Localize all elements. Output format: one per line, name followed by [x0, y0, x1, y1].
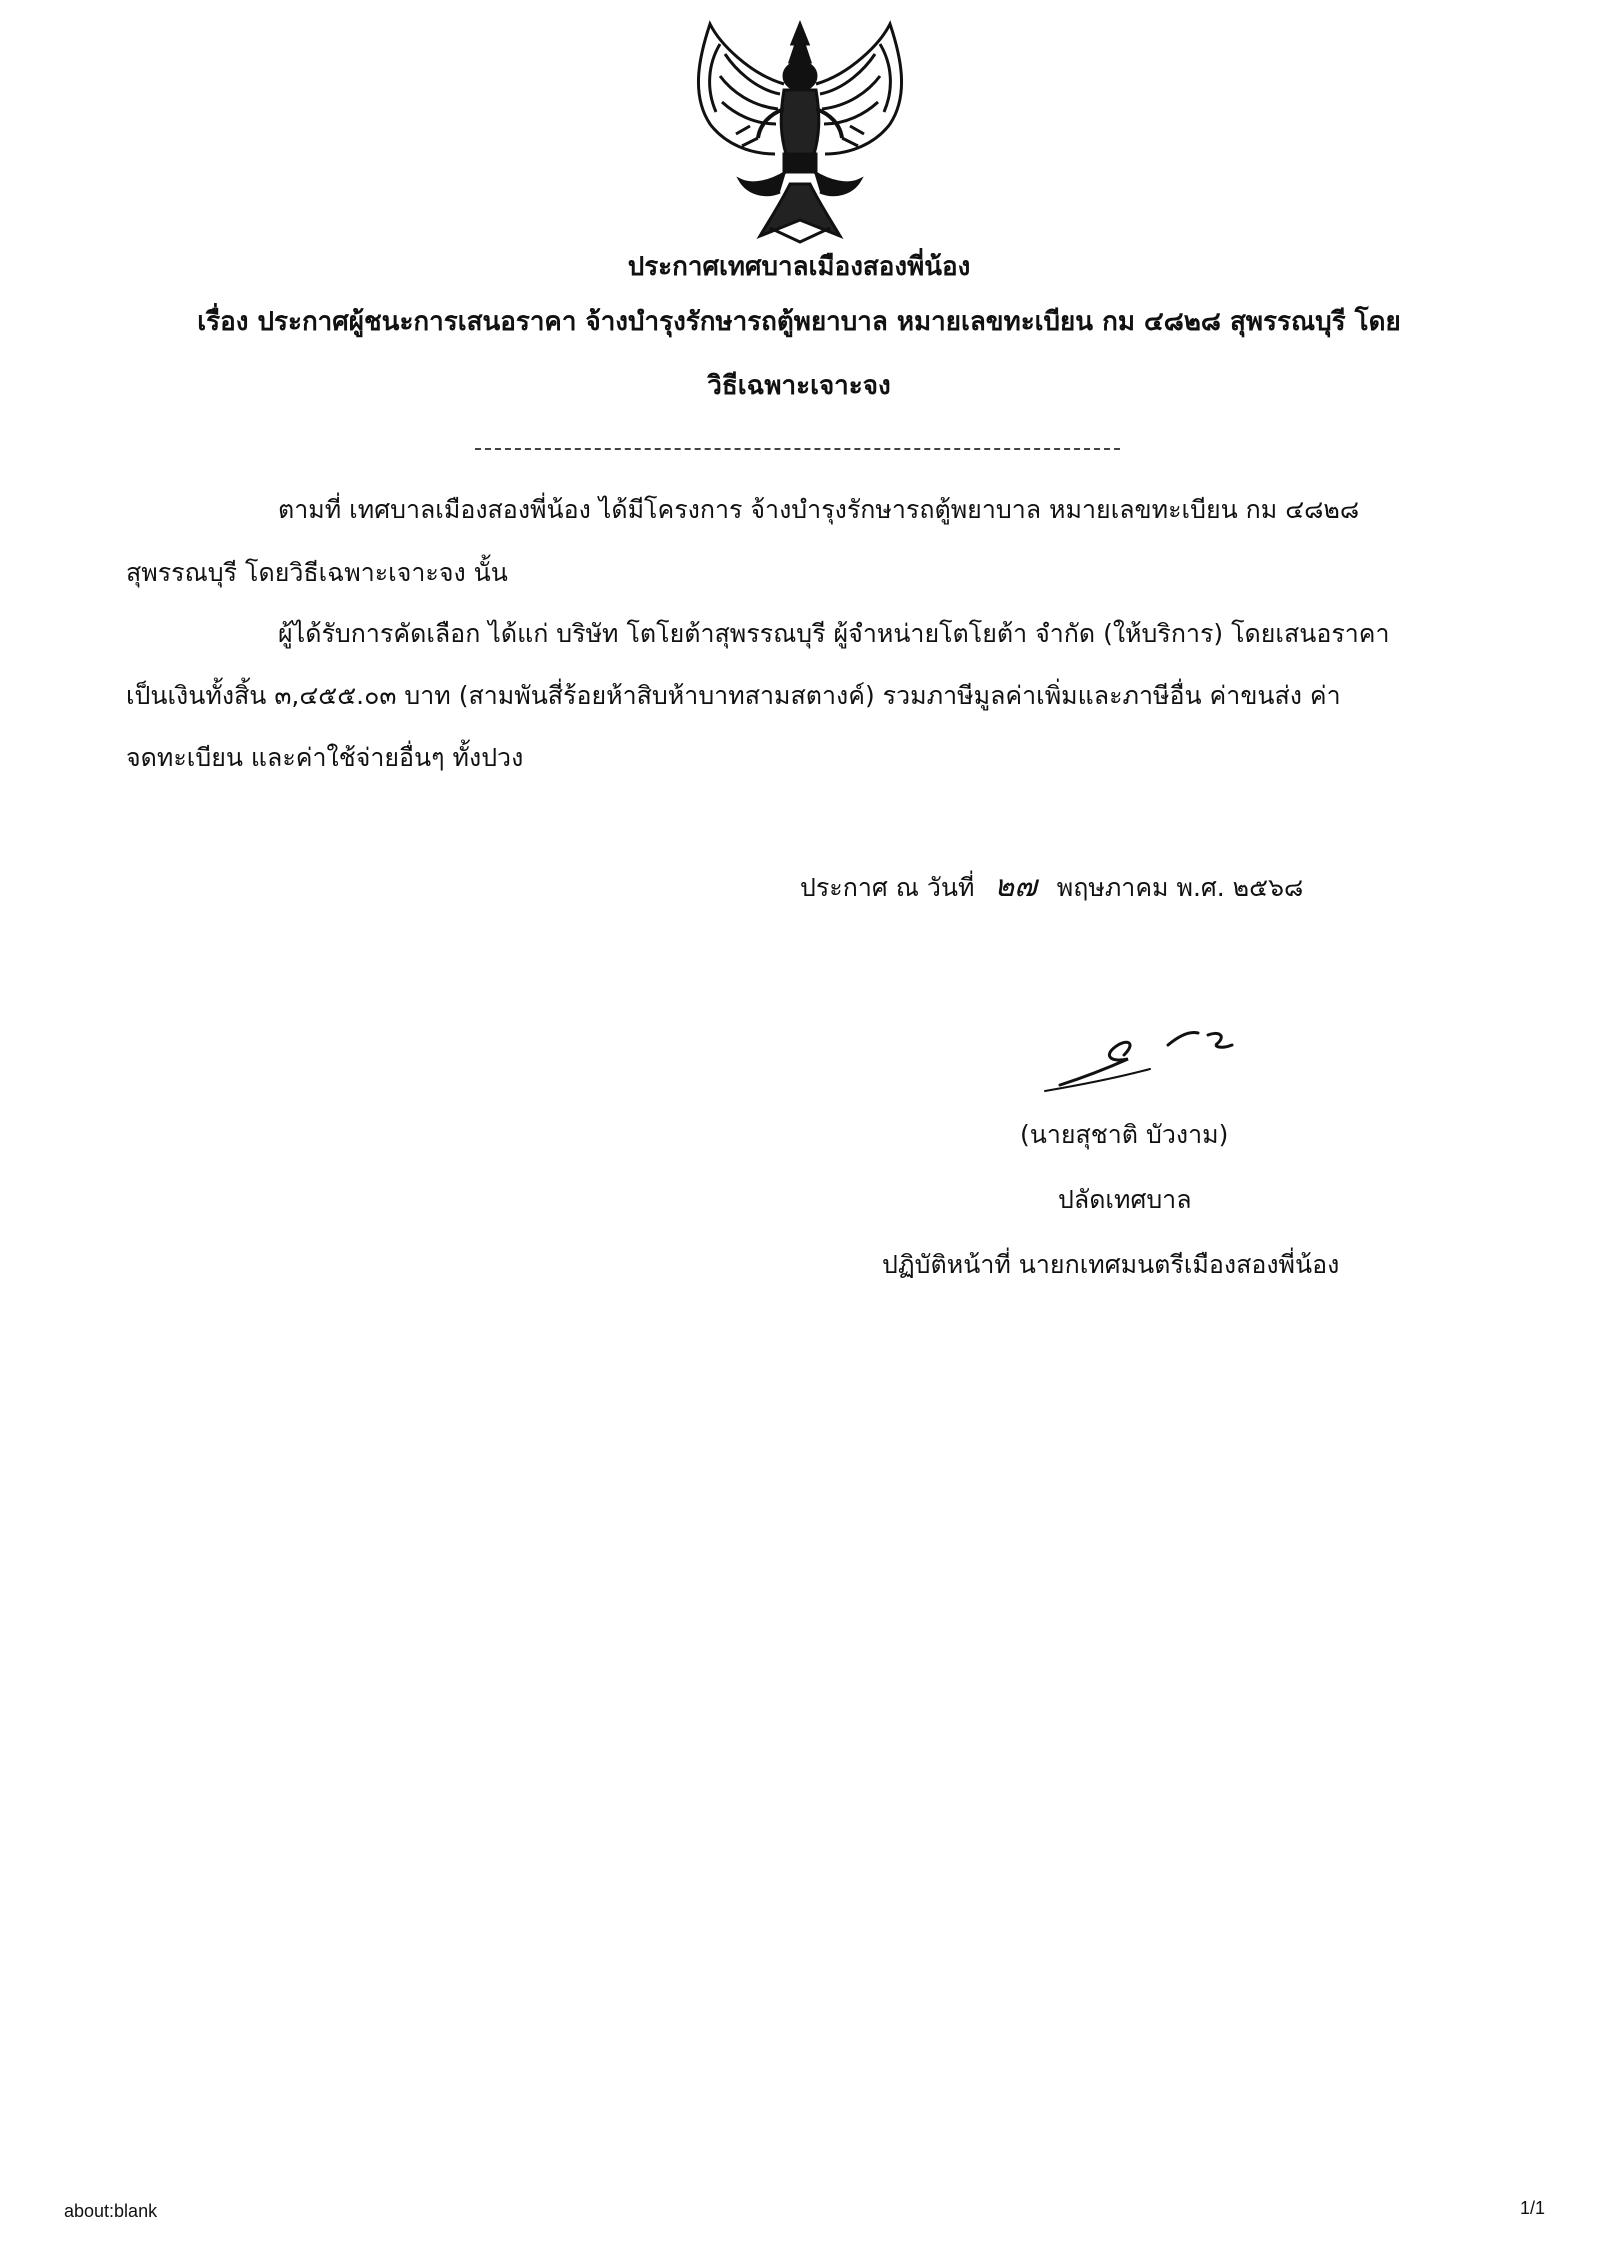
signer-acting-position: ปฏิบัติหน้าที่ นายกเทศมนตรีเมืองสองพี่น้อง [882, 1250, 1340, 1279]
signer-name: (นายสุชาติ บัวงาม) [1020, 1120, 1229, 1149]
footer-url: about:blank [64, 2201, 158, 2221]
body-line-4: เป็นเงินทั้งสิ้น ๓,๔๕๕.๐๓ บาท (สามพันสี่ร้อยห้าสิบห้าบาทสามสตางค์) รวมภาษีมูลค่าเพิ่มและภาษีอื่น ค่าขนส่ง ค่า [126, 681, 1341, 710]
body-line-2: สุพรรณบุรี โดยวิธีเฉพาะเจาะจง นั้น [126, 558, 508, 587]
handwritten-signature-icon [1040, 1015, 1240, 1095]
body-line-5: จดทะเบียน และค่าใช้จ่ายอื่นๆ ทั้งปวง [126, 743, 524, 772]
subject-line-1: เรื่อง ประกาศผู้ชนะการเสนอราคา จ้างบำรุงรักษารถตู้พยาบาล หมายเลขทะเบียน กม ๔๘๒๘ สุพรรณบุรี โดย [197, 307, 1401, 337]
signer-position: ปลัดเทศบาล [1058, 1185, 1192, 1214]
footer-page-number: 1/1 [1520, 2198, 1546, 2218]
body-line-1: ตามที่ เทศบาลเมืองสองพี่น้อง ได้มีโครงการ จ้างบำรุงรักษารถตู้พยาบาล หมายเลขทะเบียน กม ๔๘๒๘ [278, 495, 1360, 524]
separator-line [475, 448, 1120, 450]
announcement-title: ประกาศเทศบาลเมืองสองพี่น้อง [627, 252, 971, 282]
subject-line-2: วิธีเฉพาะเจาะจง [707, 371, 891, 401]
garuda-emblem-icon [680, 14, 920, 250]
announcement-date [800, 863, 1303, 910]
date-prefix: ประกาศ ณ วันที่ [800, 873, 975, 902]
body-line-3: ผู้ได้รับการคัดเลือก ได้แก่ บริษัท โตโยต้าสุพรรณบุรี ผู้จำหน่ายโตโยต้า จำกัด (ให้บริการ) โดยเสนอราคา [278, 619, 1390, 648]
date-day: ๒๗ [994, 869, 1037, 904]
date-month-year: พฤษภาคม พ.ศ. ๒๕๖๘ [1056, 873, 1304, 902]
